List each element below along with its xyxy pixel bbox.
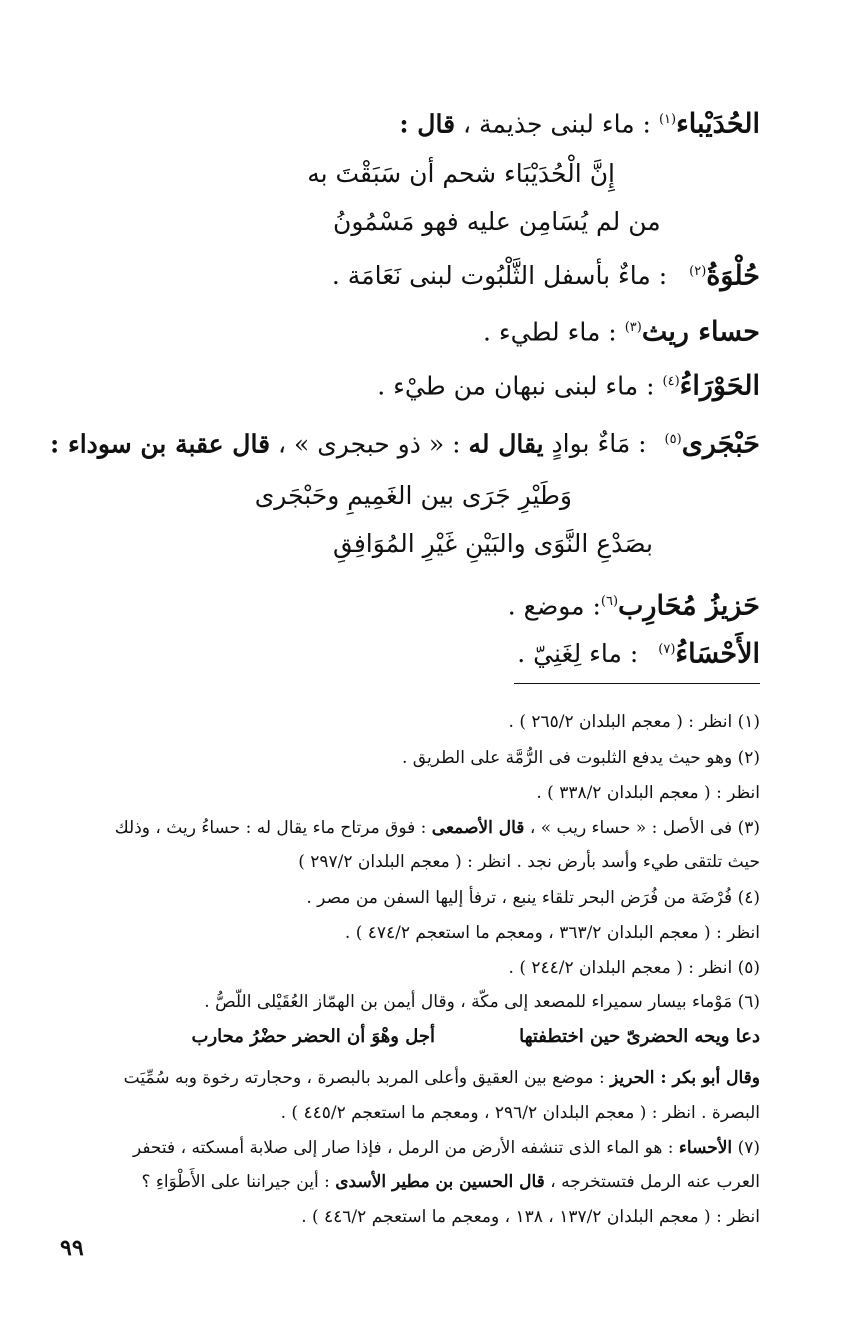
entry-text: : ماء لِغَنِيّ . (517, 639, 639, 669)
footnote-verse-hemistich-2: أجل وهْوَ أن الحضر حضْرُ محارب (191, 1026, 435, 1047)
footnote-text: : أين جيراننا على الأَطْوَاءِ ؟ (141, 1172, 330, 1192)
footnote-ref: (٣) (624, 320, 642, 335)
footnote-text: (٧) (737, 1138, 760, 1158)
entry-text: : ماء لبنى نبهان من طيْء . (377, 371, 655, 401)
entry-headword: الحُدَيْباء (676, 108, 760, 140)
footnote-bold: وقال أبو بكر : الحريز (610, 1068, 760, 1088)
entry-text: : ماء لطيء . (483, 317, 617, 347)
entry-tail: قال : (399, 109, 456, 139)
entry-headword: حَبْجَرى (681, 428, 760, 460)
entry-text: : ماءٌ بأسفل الثَّلْبُوت لبنى نَعَامَة . (331, 261, 668, 291)
entry-haziz-muharib (508, 580, 760, 628)
entry-hulwa (332, 250, 760, 298)
footnote-7-cont (141, 1167, 760, 1197)
page-number: ٩٩ (60, 1235, 84, 1261)
footnote-5: (٥) انظر : ( معجم البلدان ٢٤٤/٢ ) . (508, 958, 760, 978)
footnote-6-ref: البصرة . انظر : ( معجم البلدان ٢٩٦/٢ ، ومعجم ما استعجم ٤٤٥/٢ ) . (280, 1103, 760, 1123)
poem-line (333, 522, 653, 566)
entry-headword: حَزيزُ مُحَارِب (618, 590, 760, 622)
entry-hawraa (377, 360, 760, 408)
poem-text: من لم يُسَامِن عليه فهو مَسْمُونُ (333, 207, 661, 236)
footnote-ref: (٤) (662, 374, 680, 389)
entry-mid: يقال له (468, 429, 544, 459)
entry-text: : ماء لبنى جذيمة ، (463, 109, 651, 139)
poem-text: بصَدْعِ النَّوَى والبَيْنِ غَيْرِ المُوَافِقِ (333, 529, 653, 558)
entry-hisaa-rith (483, 306, 760, 354)
entry-ahsaa (517, 628, 760, 676)
entry-text2: : « ذو حبجرى » ، (277, 429, 461, 459)
entry-headword: الأَحْسَاءُ (675, 638, 760, 670)
poem-line (333, 200, 661, 244)
entry-headword: الحَوْرَاءُ (679, 370, 760, 402)
footnote-ref: (٧) (658, 642, 676, 657)
footnote-ref: (١) (658, 112, 677, 127)
footnote-3-cont: حيث تلتقى طيء وأسد بأرض نجد . انظر : ( معجم البلدان ٢٩٧/٢ ) (298, 852, 760, 872)
entry-hudaybaa (399, 98, 760, 146)
footnote-6-cont (124, 1063, 760, 1093)
footnote-3 (115, 813, 760, 843)
footnote-bold: قال الأصمعى (431, 818, 525, 838)
footnote-1: (١) انظر : ( معجم البلدان ٢٦٥/٢ ) . (508, 712, 760, 732)
footnote-text: (٣) فى الأصل : « حساء ريب » ، (529, 818, 760, 838)
entry-headword: حُلْوَةُ (706, 260, 760, 292)
footnote-6: (٦) مَوْماء بيسار سميراء للمصعد إلى مكّة ، وقال أيمن بن الهمّاز العُقَيْلى اللّصُّ . (204, 992, 760, 1012)
footnote-verse-hemistich-1: دعا ويحه الحضرىّ حين اختطفتها (519, 1026, 760, 1047)
footnote-text: العرب عنه الرمل فتستخرجه ، (550, 1172, 760, 1192)
entry-habjara (50, 418, 760, 466)
footnote-text: : هو الماء الذى تنشفه الأرض من الرمل ، فإذا صار إلى صلابة أمسكته ، فتحفر (132, 1138, 674, 1158)
entry-headword: حساء ريث (641, 316, 760, 348)
entry-text: : مَاءٌ بوادٍ (551, 429, 647, 459)
footnote-ref: (٥) (664, 432, 682, 447)
footnote-bold: قال الحسين بن مطير الأسدى (335, 1172, 545, 1192)
footnote-7 (133, 1133, 760, 1163)
footnote-2-ref: انظر : ( معجم البلدان ٣٣٨/٢ ) . (536, 783, 760, 803)
poem-line: إِنَّ الْحُدَيْبَاء شحم أن سَبَقْتَ به (307, 159, 615, 188)
footnote-text: : موضع بين العقيق وأعلى المربد بالبصرة ، وحجارته رخوة وبه سُمِّيَت (123, 1068, 605, 1088)
footnote-4: (٤) فُرْضَة من فُرَض البحر تلقاء ينبع ، ترفأ إليها السفن من مصر . (306, 888, 760, 908)
footnote-ref: (٢) (689, 264, 707, 279)
footnote-2: (٢) وهو حيث يدفع الثلبوت فى الرُّمَّة على الطريق . (401, 748, 760, 768)
footnote-text: : فوق مرتاح ماء يقال له : حساءُ ريث ، وذلك (114, 818, 427, 838)
footnote-separator (514, 683, 760, 684)
footnote-4-ref: انظر : ( معجم البلدان ٣٦٣/٢ ، ومعجم ما استعجم ٤٧٤/٢ ) . (344, 923, 760, 943)
footnote-7-ref: انظر : ( معجم البلدان ١٣٧/٢ ، ١٣٨ ، ومعجم ما استعجم ٤٤٦/٢ ) . (301, 1207, 760, 1227)
footnote-bold: الأحساء (678, 1138, 733, 1158)
poem-line: وَطَيْرِ جَرَى بين الغَمِيمِ وحَبْجَرى (254, 481, 572, 510)
entry-tail: قال عقبة بن سوداء : (50, 429, 271, 459)
footnote-ref: (٦) (600, 594, 619, 609)
entry-text: : موضع . (507, 591, 601, 621)
